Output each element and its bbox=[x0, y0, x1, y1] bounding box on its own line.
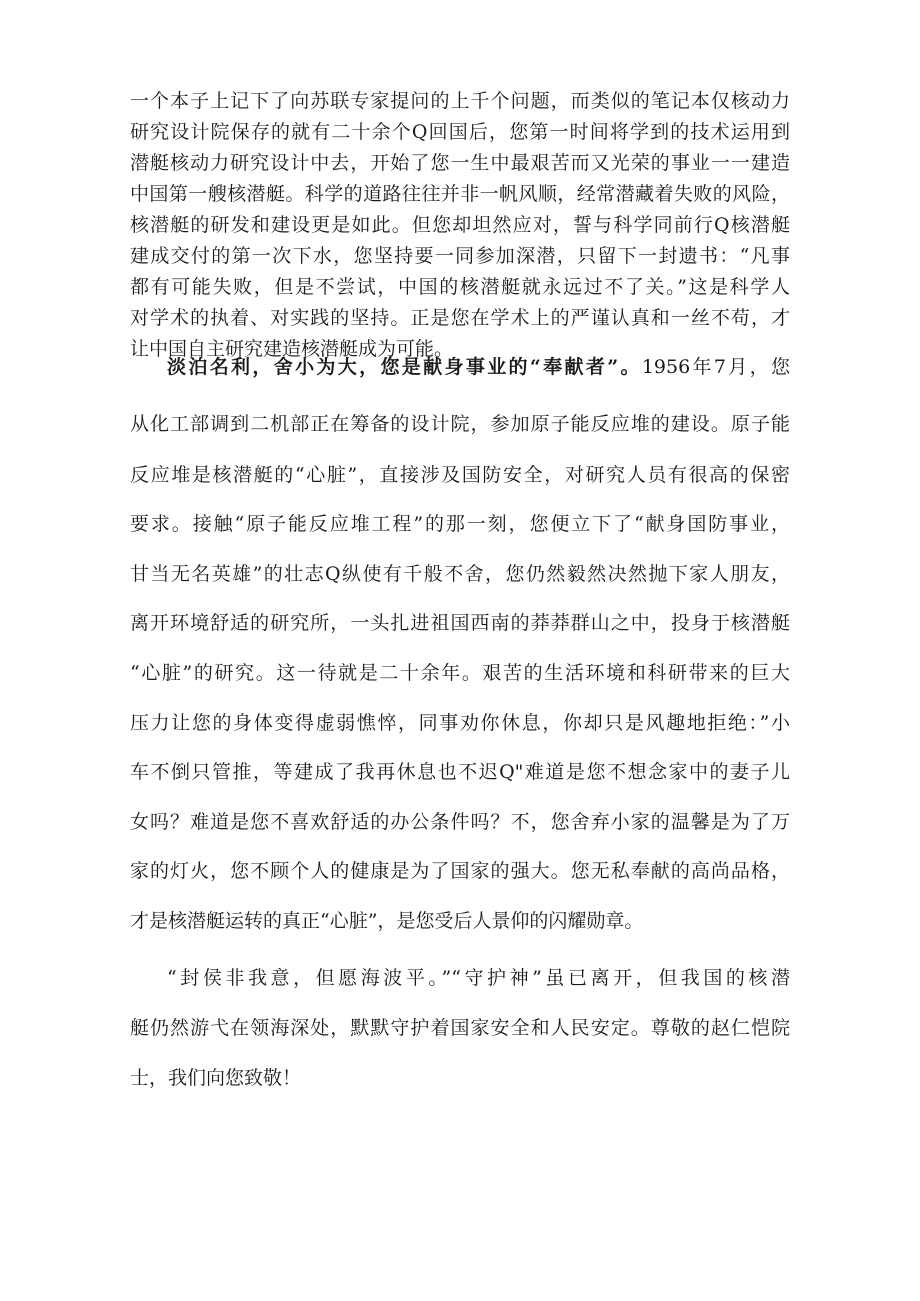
text-line: 一个本子上记下了向苏联专家提问的上千个问题，而类似的笔记本仅核动力 bbox=[130, 90, 790, 112]
text-line: “心脏”的研究。这一待就是二十余年。艰苦的生活环境和科研带来的巨大 bbox=[130, 662, 790, 684]
text-line: 家的灯火，您不顾个人的健康是为了国家的强大。您无私奉献的高尚品格， bbox=[130, 860, 790, 882]
text-line: 都有可能失败，但是不尝试，中国的核潜艇就永远过不了关。”这是科学人 bbox=[130, 276, 790, 298]
paragraph-heading: 淡泊名利，舍小为大，您是献身事业的“奉献者”。 bbox=[167, 356, 642, 378]
text-line: 车不倒只管推，等建成了我再休息也不迟Q"难道是您不想念家中的妻子儿 bbox=[130, 761, 790, 783]
text-line: 建成交付的第一次下水，您坚持要一同参加深潜，只留下一封遗书：“凡事 bbox=[130, 245, 790, 267]
text-line: 让中国自主研究建造核潜艇成为可能。 bbox=[130, 338, 454, 360]
text-line: 士，我们向您致敬！ bbox=[130, 1067, 302, 1089]
text-line: 从化工部调到二机部正在筹备的设计院，参加原子能反应堆的建设。原子能 bbox=[130, 413, 790, 435]
text-line: 研究设计院保存的就有二十余个Q回国后，您第一时间将学到的技术运用到 bbox=[130, 121, 790, 143]
text-line: 核潜艇的研发和建设更是如此。但您却坦然应对，誓与科学同前行Q核潜艇 bbox=[130, 214, 790, 236]
text-line: 反应堆是核潜艇的“心脏”，直接涉及国防安全，对研究人员有很高的保密 bbox=[130, 464, 790, 486]
text-line: 才是核潜艇运转的真正“心脏”，是您受后人景仰的闪耀勋章。 bbox=[130, 910, 644, 932]
text-line: 艇仍然游弋在领海深处，默默守护着国家安全和人民安定。尊敬的赵仁恺院 bbox=[130, 1017, 790, 1039]
text-line: 女吗？难道是您不喜欢舒适的办公条件吗？不，您舍弃小家的温馨是为了万 bbox=[130, 811, 790, 833]
text-line: “封侯非我意，但愿海波平。”“守护神”虽已离开，但我国的核潜 bbox=[167, 967, 790, 989]
text-line: 离开环境舒适的研究所，一头扎进祖国西南的莽莽群山之中，投身于核潜艇 bbox=[130, 612, 790, 634]
text-line: 要求。接触“原子能反应堆工程”的那一刻，您便立下了“献身国防事业， bbox=[130, 513, 790, 535]
text-line: 压力让您的身体变得虚弱憔悴，同事劝你休息，你却只是风趣地拒绝：”小 bbox=[130, 712, 790, 734]
text-line: 中国第一艘核潜艇。科学的道路往往并非一帆风顺，经常潜藏着失败的风险， bbox=[130, 183, 790, 205]
paragraph-lead-line bbox=[167, 355, 790, 379]
text-line: 对学术的执着、对实践的坚持。正是您在学术上的严谨认真和一丝不苟，才 bbox=[130, 307, 790, 329]
text-line: 甘当无名英雄”的壮志Q纵使有千般不舍，您仍然毅然决然抛下家人朋友， bbox=[130, 563, 790, 585]
text-line: 潜艇核动力研究设计中去，开始了您一生中最艰苦而又光荣的事业一一建造 bbox=[130, 152, 790, 174]
paragraph-lead-text: 1956年7月，您 bbox=[641, 356, 791, 378]
